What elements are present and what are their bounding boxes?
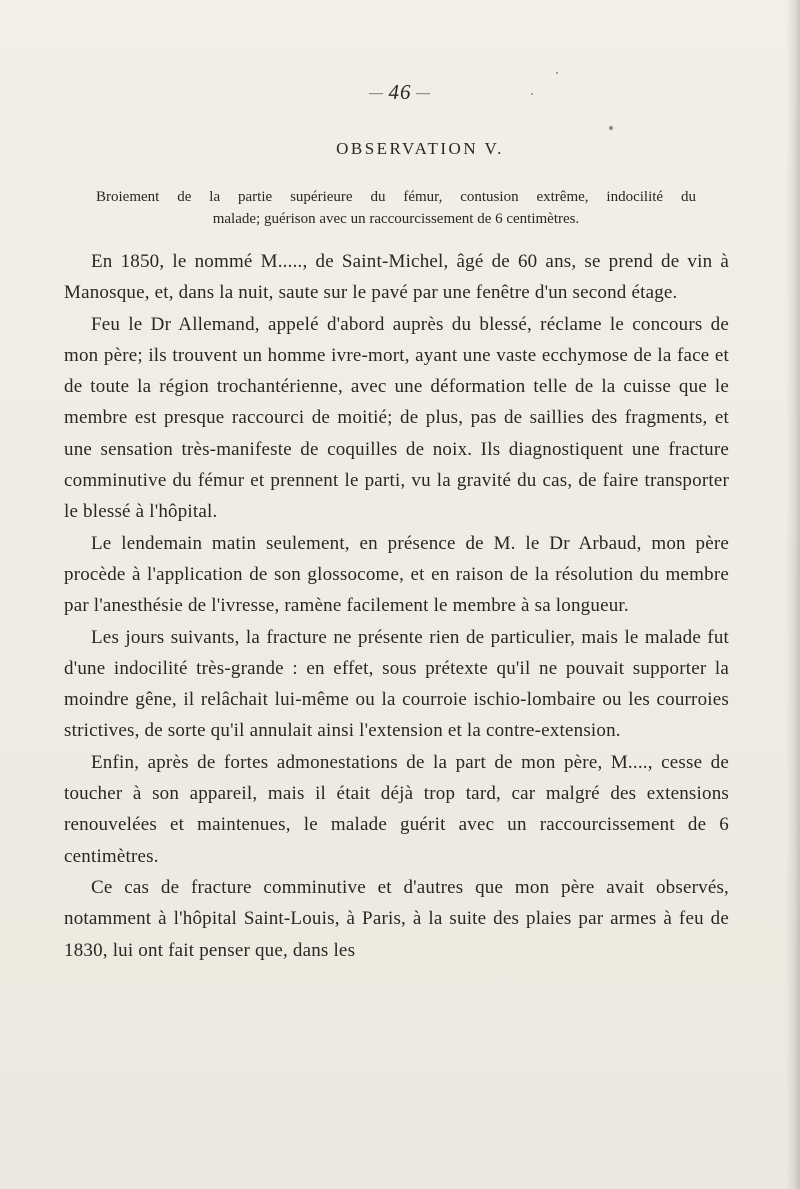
observation-body: [64, 246, 729, 966]
observation-heading: OBSERVATION V.: [336, 139, 504, 158]
paper-speck: [556, 72, 558, 74]
paragraph-2: Feu le Dr Allemand, appelé d'abord auprès du blessé, réclame le concours de mon père; ils trouvent un homme ivre-mort, ayant une vaste ecchymose de la face et de toute la région trochantérienne, avec une déformation telle de la cuisse que le membre est presque raccourci de moitié; de plus, pas de saillies des fragments, et une sensation très-manifeste de coquilles de noix. Ils diagnostiquent une fracture comminutive du fémur et prennent le parti, vu la gravité du cas, de faire transporter le blessé à l'hôpital.: [64, 313, 729, 523]
paragraph-6: Ce cas de fracture comminutive et d'autres que mon père avait observés, notamment à l'hôpital Saint-Louis, à Paris, à la suite des plaies par armes à feu de 1830, lui ont fait penser que, dans les: [64, 876, 729, 961]
page-number-right-dash: —: [411, 86, 431, 102]
observation-summary: [96, 186, 696, 230]
summary-line-1: Broiement de la partie supérieure du fémur, contusion extrême, indocilité du: [96, 189, 696, 205]
paper-speck: [531, 93, 533, 95]
page-number-left-dash: —: [369, 86, 389, 102]
page-number: [0, 80, 800, 105]
paragraph-4: Les jours suivants, la fracture ne présente rien de particulier, mais le malade fut d'une indocilité très-grande : en effet, sous prétexte qu'il ne pouvait supporter la moindre gêne, il relâchait lui-même ou la courroie ischio-lombaire ou les courroies strictives, de sorte qu'il annulait ainsi l'extension et la contre-extension.: [64, 626, 729, 742]
page-number-value: 46: [388, 80, 412, 104]
summary-line-2: malade; guérison avec un raccourcissement de 6 centimètres.: [212, 211, 580, 227]
paragraph-1: En 1850, le nommé M....., de Saint-Michel, âgé de 60 ans, se prend de vin à Manosque, et, dans la nuit, saute sur le pavé par une fenêtre d'un second étage.: [64, 251, 729, 304]
page-edge-shadow: [786, 0, 800, 1189]
paper-speck: [609, 126, 613, 130]
paragraph-3: Le lendemain matin seulement, en présence de M. le Dr Arbaud, mon père procède à l'application de son glossocome, et en raison de la résolution du membre par l'anesthésie de l'ivresse, ramène facilement le membre à sa longueur.: [64, 532, 729, 617]
paragraph-5: Enfin, après de fortes admonestations de la part de mon père, M...., cesse de toucher à son appareil, mais il était déjà trop tard, car malgré des extensions renouvelées et maintenues, le malade guérit avec un raccourcissement de 6 centimètres.: [64, 751, 729, 867]
